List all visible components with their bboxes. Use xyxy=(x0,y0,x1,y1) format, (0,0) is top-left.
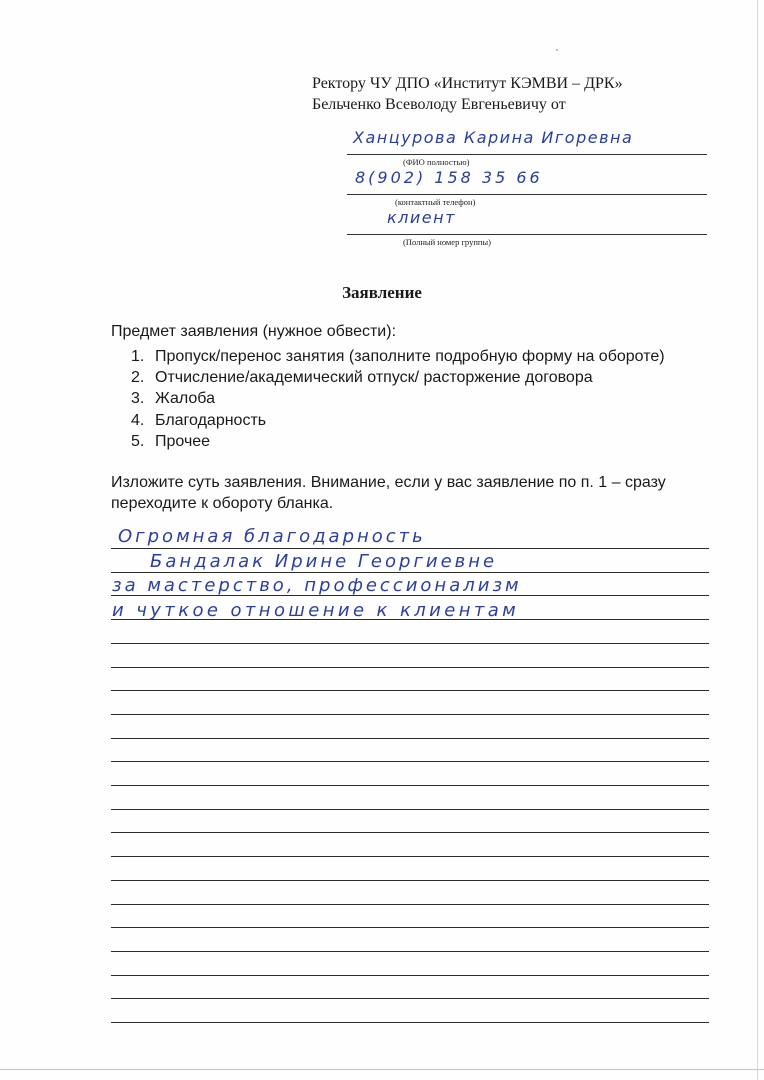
writing-line xyxy=(111,880,709,881)
subject-option[interactable]: 5. Прочее xyxy=(131,432,211,450)
subject-option[interactable]: 1. Пропуск/перенос занятия (заполните подробную форму на обороте) xyxy=(131,348,665,365)
writing-line xyxy=(111,643,709,644)
group-caption: (Полный номер группы) xyxy=(403,237,491,247)
writing-line xyxy=(111,832,709,833)
phone-caption: (контактный телефон) xyxy=(395,197,476,207)
writing-line xyxy=(111,856,709,857)
subject-option[interactable]: 4. Благодарность xyxy=(131,411,267,429)
writing-line xyxy=(111,809,709,810)
handwritten-line-2: Бандалак Ирине Георгиевне xyxy=(150,551,498,572)
page-edge xyxy=(757,0,758,1080)
writing-line xyxy=(111,975,709,976)
subject-option[interactable]: 2. Отчисление/академический отпуск/ расторжение договора xyxy=(131,369,593,387)
writing-line xyxy=(111,667,709,668)
handwritten-line-4: и чуткое отношение к клиентам xyxy=(112,600,520,621)
writing-line xyxy=(111,690,709,691)
addressee-line-2: Бельченко Всеволоду Евгеньевичу от xyxy=(312,96,566,113)
document-title: Заявление xyxy=(342,283,422,302)
writing-line xyxy=(111,904,709,905)
full-name-value: Ханцурова Карина Игоревна xyxy=(353,128,634,147)
writing-line xyxy=(111,761,709,762)
writing-line xyxy=(111,927,709,928)
writing-line xyxy=(111,572,709,573)
writing-line xyxy=(111,1022,709,1023)
writing-line xyxy=(111,714,709,715)
handwritten-line-3: за мастерство, профессионализм xyxy=(112,575,522,596)
group-value: клиент xyxy=(387,208,456,227)
instruction-text: Изложите суть заявления. Внимание, если у вас заявление по п. 1 – сразу переходите к обороту бланка. xyxy=(111,474,666,512)
writing-line xyxy=(111,738,709,739)
handwritten-line-1: Огромная благодарность xyxy=(118,526,426,547)
subject-option[interactable]: 3. Жалоба xyxy=(131,390,215,408)
subject-label: Предмет заявления (нужное обвести): xyxy=(111,323,397,340)
writing-line xyxy=(111,951,709,952)
phone-value: 8(902) 158 35 66 xyxy=(355,168,543,187)
writing-line xyxy=(111,785,709,786)
addressee-line-1: Ректору ЧУ ДПО «Институт КЭМВИ – ДРК» xyxy=(312,75,623,92)
writing-line xyxy=(111,998,709,999)
full-name-caption: (ФИО полностью) xyxy=(403,157,470,167)
writing-line xyxy=(111,548,709,549)
